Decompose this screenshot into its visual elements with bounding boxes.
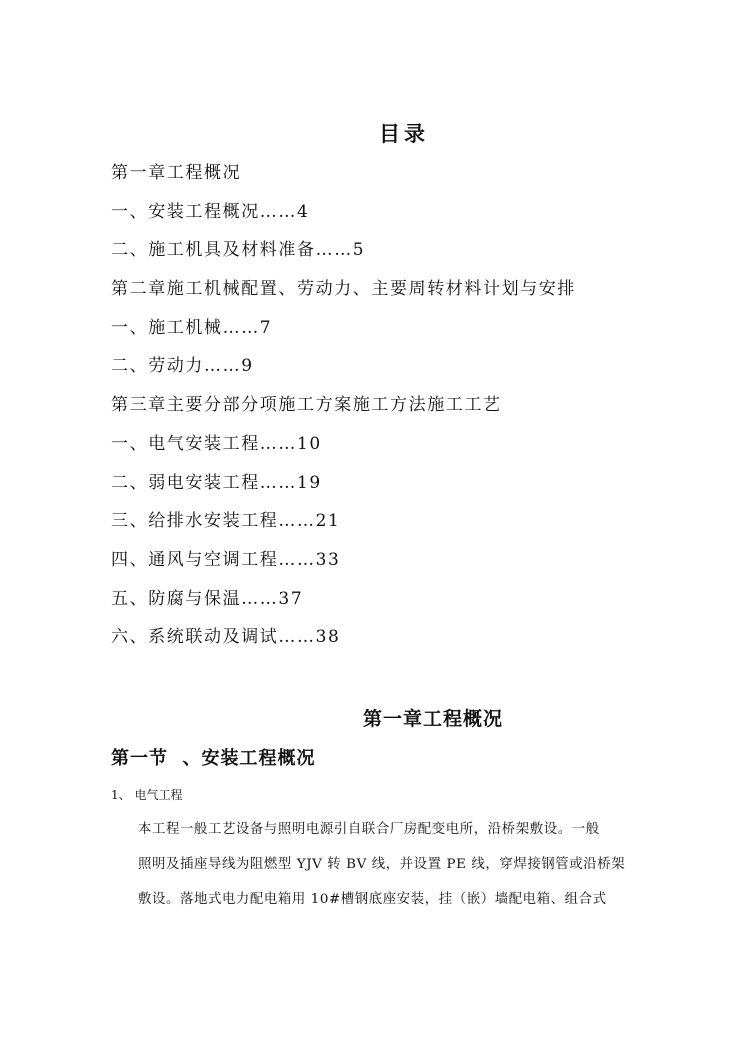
toc-item: 二、施工机具及材料准备……5: [111, 240, 366, 261]
toc-title: 目录: [379, 121, 429, 146]
toc-item: 一、电气安装工程……10: [111, 433, 322, 454]
toc-item: 二、弱电安装工程……19: [111, 472, 322, 493]
toc-item: 四、通风与空调工程……33: [111, 549, 341, 570]
toc-item: 五、防腐与保温……37: [111, 588, 304, 609]
toc-item: 六、系统联动及调试……38: [111, 627, 341, 648]
toc-item: 二、劳动力……9: [111, 356, 254, 377]
body-line: 本工程一般工艺设备与照明电源引自联合厂房配变电所，沿桥架敷设。一般: [138, 822, 600, 837]
chapter-heading: 第一章工程概况: [362, 708, 503, 730]
toc-list: [111, 160, 576, 663]
toc-item-chapter-1: 第一章工程概况: [111, 163, 242, 183]
toc-item-chapter-2: 第二章施工机械配置、劳动力、主要周转材料计划与安排: [111, 279, 576, 300]
toc-item: 一、施工机械……7: [111, 317, 273, 338]
body-line: 敷设。落地式电力配电箱用 10#槽钢底座安装，挂（嵌）墙配电箱、组合式: [138, 892, 607, 907]
item-heading: 1、 电气工程: [111, 788, 183, 802]
body-paragraph: [138, 818, 638, 923]
toc-item: 三、给排水安装工程……21: [111, 511, 341, 532]
toc-item: 一、安装工程概况……4: [111, 201, 310, 222]
section-heading: 第一节 、安装工程概况: [111, 748, 316, 769]
toc-item-chapter-3: 第三章主要分部分项施工方案施工方法施工工艺: [111, 395, 502, 416]
body-line: 照明及插座导线为阻燃型 YJV 转 BV 线，并设置 PE 线，穿焊接钢管或沿桥架: [138, 857, 626, 872]
